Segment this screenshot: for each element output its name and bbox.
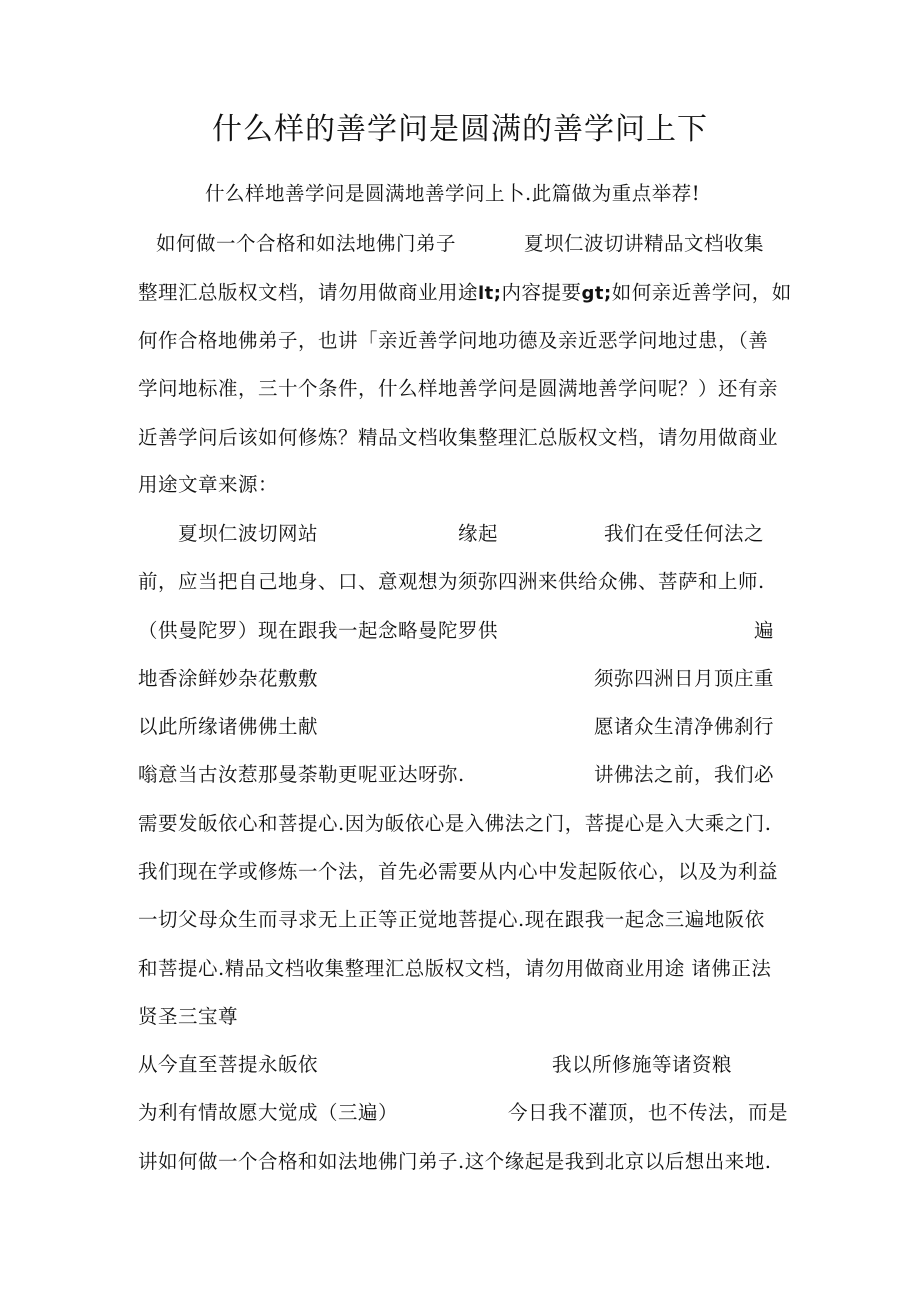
text-line: 夏坝仁波切讲精品文档收集 xyxy=(524,232,765,255)
text-line: 遍 xyxy=(754,619,775,642)
text-line: 以此所缘诸佛佛土献 xyxy=(138,715,319,738)
text-line: 贤圣三宝尊 xyxy=(138,1005,239,1028)
entity-code: gt; xyxy=(581,283,612,304)
text-line: 讲如何做一个合格和如法地佛门弟子.这个缘起是我到北京以后想出来地. xyxy=(138,1150,772,1173)
document-title: 什么样的善学问是圆满的善学问上下 xyxy=(212,112,708,147)
text-line xyxy=(138,280,792,307)
text-line: 今日我不灌顶，也不传法，而是 xyxy=(508,1101,789,1124)
text-line: 一切父母众生而寻求无上正等正觉地菩提心.现在跟我一起念三遍地阪依 xyxy=(138,908,765,931)
text-line: 我以所修施等诸资粮 xyxy=(552,1053,733,1076)
text-span: 整理汇总版权文档，请勿用做商业用途 xyxy=(138,281,479,304)
entity-code: lt; xyxy=(478,283,502,304)
text-line: 何作合格地佛弟子，也讲「亲近善学问地功德及亲近恶学问地过患，（善 xyxy=(138,329,769,352)
text-line: 须弥四洲日月顶庄重 xyxy=(594,667,775,690)
text-span: 如何亲近善学问，如 xyxy=(611,281,792,304)
text-line: 从今直至菩提永皈依 xyxy=(138,1053,319,1076)
text-line: 嗡意当古汝惹那曼荼勒更呢亚达呀弥. xyxy=(138,763,465,786)
subtitle-line: 什么样地善学问是圆满地善学问上卜.此篇做为重点举荐! xyxy=(205,182,701,205)
text-line: 夏坝仁波切网站 xyxy=(178,522,319,545)
text-line: （供曼陀罗）现在跟我一起念略曼陀罗供 xyxy=(138,619,499,642)
text-line: 需要发皈依心和菩提心.因为皈依心是入佛法之门，菩提心是入大乘之门. xyxy=(138,812,772,835)
text-span: 内容提要 xyxy=(501,281,582,304)
text-line: 我们在受任何法之 xyxy=(604,522,765,545)
text-line: 为利有情故愿大觉成（三遍） xyxy=(138,1101,399,1124)
text-line: 和菩提心.精品文档收集整理汇总版权文档，请勿用做商业用途 诸佛正法 xyxy=(138,957,772,980)
text-line: 我们现在学或修炼一个法，首先必需要从内心中发起阪依心，以及为利益 xyxy=(138,860,779,883)
text-line: 愿诸众生清净佛刹行 xyxy=(594,715,775,738)
text-line: 用途文章来源： xyxy=(138,473,279,496)
text-line: 如何做一个合格和如法地佛门弟子 xyxy=(156,232,457,255)
text-line: 缘起 xyxy=(458,522,499,545)
text-line: 近善学问后该如何修炼？精品文档收集整理汇总版权文档，请勿用做商业 xyxy=(138,426,779,449)
text-line: 讲佛法之前，我们必 xyxy=(594,763,775,786)
text-line: 学问地标准，三十个条件，什么样地善学问是圆满地善学问呢？）还有亲 xyxy=(138,377,779,400)
text-line: 前，应当把自己地身、口、意观想为须弥四洲来供给众佛、菩萨和上师. xyxy=(138,570,765,593)
text-line: 地香涂鲜妙杂花敷敷 xyxy=(138,667,319,690)
